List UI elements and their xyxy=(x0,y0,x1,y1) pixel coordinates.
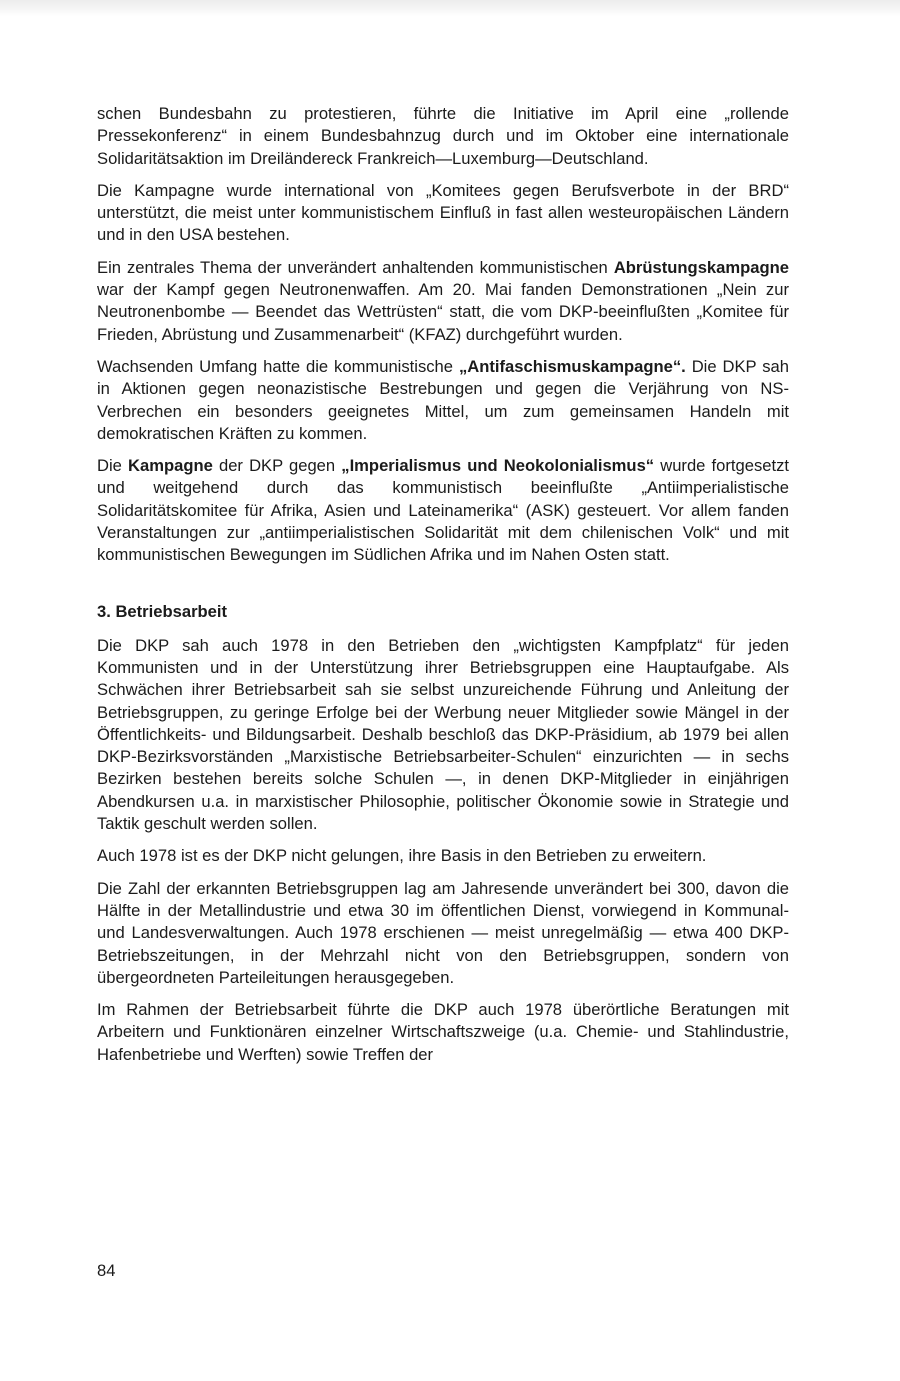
paragraph-3-text-a: Ein zentrales Thema der unverändert anhaltenden kommunistischen xyxy=(97,257,614,277)
paragraph-6: Die DKP sah auch 1978 in den Betrieben den „wichtigsten Kampfplatz“ für jeden Kommunisten und in der Unterstützung ihrer Betriebsgruppen eine Hauptaufgabe. Als Schwächen ihrer Betriebsarbeit sah sie selbst unzureichende Führung und Anleitung der Betriebsgruppen, zu geringe Erfolge bei der Werbung neuer Mitglieder sowie Mängel in der Öffentlichkeits- und Bildungsarbeit. Deshalb beschloß das DKP-Präsidium, ab 1979 bei allen DKP-Bezirksvorständen „Marxistische Betriebsarbeiter-Schulen“ einzurichten — in sechs Bezirken bestehen bereits solche Schulen —, in denen DKP-Mitglieder in einjährigen Abendkursen u.a. in marxistischer Philosophie, politischer Ökonomie sowie in Strategie und Taktik geschult werden sollen. xyxy=(97,635,789,834)
page-body xyxy=(97,103,789,1076)
paragraph-7: Auch 1978 ist es der DKP nicht gelungen, ihre Basis in den Betrieben zu erweitern. xyxy=(97,846,707,866)
paragraph-3 xyxy=(97,257,789,346)
section-heading: 3. Betriebsarbeit xyxy=(97,601,228,621)
paragraph-1: schen Bundesbahn zu protestieren, führte die Initiative im April eine „rollende Pressekonferenz“ in einem Bundesbahnzug durch und im Oktober eine internationale Solidaritätsaktion im Dreiländereck Frankreich—Luxemburg—Deutschland. xyxy=(97,104,789,168)
scan-top-edge xyxy=(0,0,900,16)
paragraph-5-emphasis-2: „Imperialismus und Neokolonialismus“ xyxy=(341,456,655,476)
paragraph-4-emphasis: „Antifaschismuskampagne“. xyxy=(458,356,686,376)
paragraph-4 xyxy=(97,356,789,445)
paragraph-5-text-b: der DKP gegen xyxy=(212,456,342,476)
paragraph-4-text-a: Wachsenden Umfang hatte die kommunistische xyxy=(97,356,459,376)
paragraph-5 xyxy=(97,455,789,566)
paragraph-2: Die Kampagne wurde international von „Komitees gegen Berufsverbote in der BRD“ unterstützt, die meist unter kommunistischem Einfluß in fast allen westeuropäischen Ländern und in den USA bestehen. xyxy=(97,180,789,245)
page-number: 84 xyxy=(97,1261,116,1280)
paragraph-5-emphasis-1: Kampagne xyxy=(128,456,213,476)
paragraph-4-text-b: Die DKP sah in Aktionen gegen neonazistische Bestrebungen und gegen die Verjährung von NS-Verbrechen ein besonders geeignetes Mittel, um zum gemeinsamen Handeln mit demokratischen Kräften zu kommen. xyxy=(97,356,789,443)
paragraph-5-text-c: wurde fortgesetzt und weitgehend durch das kommunistisch beeinflußte „Antiimperialistische Solidaritätskomitee für Afrika, Asien und Lateinamerika“ (ASK) gesteuert. Vor allem fanden Veranstaltungen zur „antiimperialistischen Solidarität mit dem chilenischen Volk“ und mit kommunistischen Bewegungen im Südlichen Afrika und im Nahen Osten statt. xyxy=(97,456,789,565)
paragraph-3-text-b: war der Kampf gegen Neutronenwaffen. Am 20. Mai fanden Demonstrationen „Nein zur Neutronenbombe — Beendet das Wettrüsten“ statt, die vom DKP-beeinflußten „Komitee für Frieden, Abrüstung und Zusammenarbeit“ (KFAZ) durchgeführt wurden. xyxy=(97,280,789,344)
paragraph-8: Die Zahl der erkannten Betriebsgruppen lag am Jahresende unverändert bei 300, davon die Hälfte in der Metallindustrie und etwa 30 im öffentlichen Dienst, vorwiegend in Kommunal- und Landesverwaltungen. Auch 1978 erschienen — meist unregelmäßig — etwa 400 DKP-Betriebszeitungen, in der Mehrzahl nicht von den Betriebsgruppen, sondern von übergeordneten Parteileitungen herausgegeben. xyxy=(97,878,789,987)
paragraph-3-emphasis: Abrüstungskampagne xyxy=(613,257,789,277)
paragraph-5-text-a: Die xyxy=(97,456,129,476)
paragraph-9: Im Rahmen der Betriebsarbeit führte die DKP auch 1978 überörtliche Beratungen mit Arbeitern und Funktionären einzelner Wirtschaftszweige (u.a. Chemie- und Stahlindustrie, Hafenbetriebe und Werften) sowie Treffen der xyxy=(97,1000,789,1064)
